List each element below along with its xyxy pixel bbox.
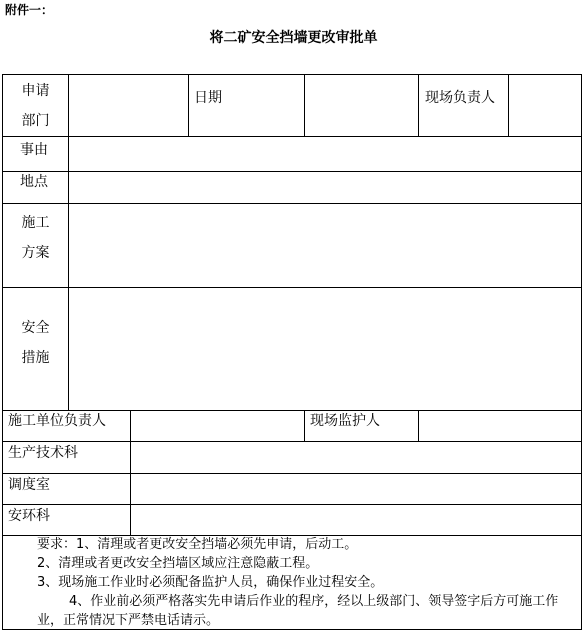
dispatch-room-field[interactable] [131, 474, 581, 504]
applicant-department-label: 申请 部门 [21, 83, 50, 129]
dispatch-room-label: 调度室 [8, 477, 50, 493]
date-field[interactable] [305, 75, 418, 136]
production-tech-dept-field[interactable] [131, 442, 581, 473]
requirement-item: 3、现场施工作业时必须配备监护人员，确保作业过程安全。 [37, 575, 384, 590]
requirements-notes [5, 535, 583, 630]
form-title: 将二矿安全挡墙更改审批单 [209, 30, 378, 46]
production-tech-dept-label: 生产技术科 [8, 445, 78, 461]
location-label: 地点 [20, 174, 48, 190]
requirement-item: 4、作业前必须严格落实先申请后作业的程序，经以上级部门、领导签字后方可施工作业，正常情况下严禁电话请示。 [37, 594, 559, 628]
date-label: 日期 [194, 90, 222, 106]
applicant-department-field[interactable] [69, 75, 188, 136]
site-supervisor-label: 现场监护人 [310, 413, 380, 429]
site-supervisor-field[interactable] [419, 411, 581, 441]
requirement-item: 要求：1、清理或者更改安全挡墙必须先申请，后动工。 [37, 537, 358, 552]
safety-measures-label: 安全 措施 [21, 320, 50, 366]
col-divider [188, 74, 189, 136]
safety-env-dept-label: 安环科 [8, 508, 50, 524]
attachment-label: 附件一： [5, 3, 54, 17]
reason-field[interactable] [69, 137, 581, 171]
requirement-item: 2、清理或者更改安全挡墙区域应注意隐蔽工程。 [37, 556, 319, 571]
safety-env-dept-field[interactable] [131, 505, 581, 535]
reason-label: 事由 [20, 142, 48, 158]
col-divider [304, 410, 305, 441]
site-manager-field[interactable] [509, 75, 581, 136]
safety-measures-field[interactable] [69, 288, 581, 410]
site-manager-label: 现场负责人 [425, 90, 495, 106]
location-field[interactable] [69, 172, 581, 203]
construction-plan-field[interactable] [69, 204, 581, 287]
construction-unit-manager-label: 施工单位负责人 [8, 413, 106, 429]
construction-unit-manager-field[interactable] [131, 411, 304, 441]
col-divider [418, 74, 419, 136]
construction-plan-label: 施工 方案 [21, 215, 50, 261]
